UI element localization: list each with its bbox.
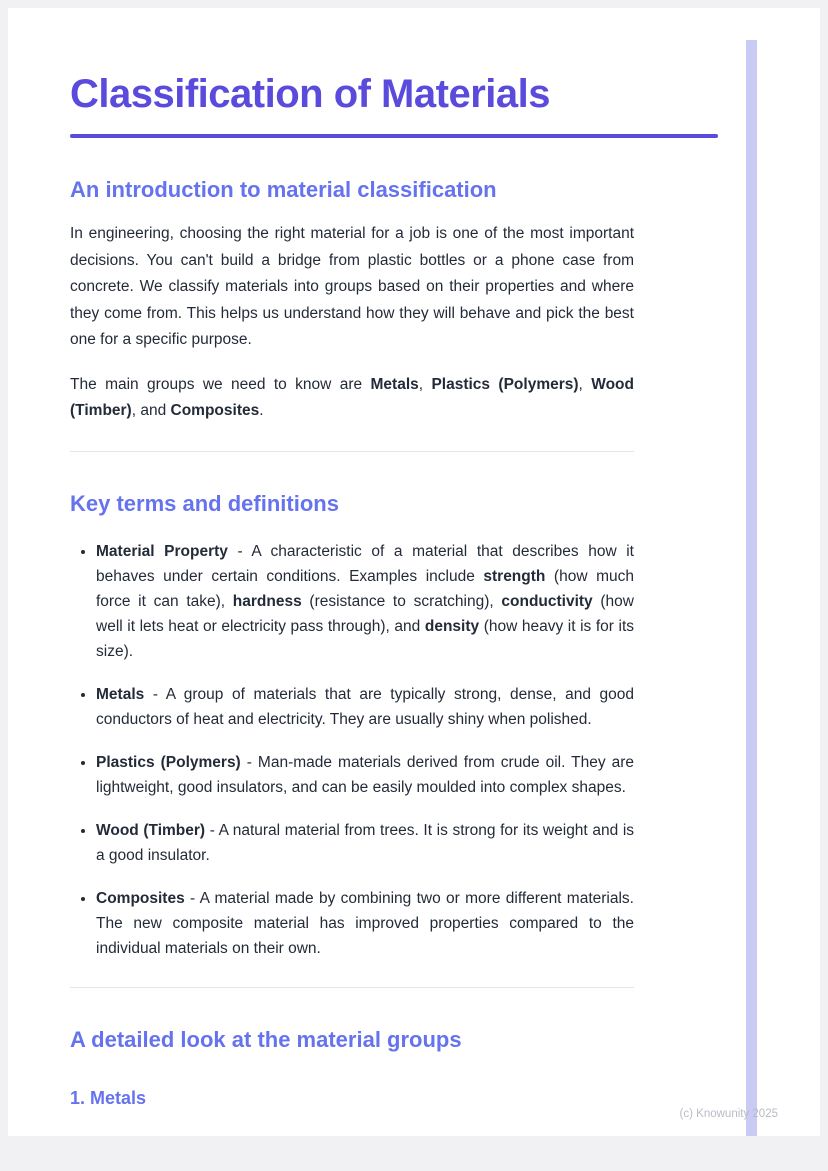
section-heading-key-terms: Key terms and definitions [70, 490, 339, 516]
list-item-metals [96, 682, 634, 732]
intro-paragraph-2 [70, 372, 634, 425]
section-divider [70, 987, 634, 988]
bold-text-segment: Composites [96, 889, 185, 907]
text-segment: (resistance to scratching), [301, 592, 502, 610]
bold-text-segment: Material Property [96, 542, 228, 560]
section-divider [70, 451, 634, 452]
text-segment: The main groups we need to know are [70, 375, 371, 393]
text-segment: (how much force it can take), [96, 567, 634, 610]
document-content [70, 8, 634, 1110]
document-page [8, 8, 820, 1136]
text-segment: In engineering, choosing the right material for a job is one of the most important decisions. You can't build a bridge from plastic bottles or a phone case from concrete. We classify materials into groups based on their properties and where they come from. This helps us understand how they will behave and pick the best one for a specific purpose. [70, 225, 634, 348]
list-item-wood [96, 818, 634, 868]
bold-text-segment: density [424, 617, 480, 635]
bold-text-segment: Plastics (Polymers) [431, 375, 579, 393]
text-segment: , [418, 375, 432, 393]
section-heading-introduction: An introduction to material classification [70, 177, 497, 202]
list-item-material-property [96, 539, 634, 664]
bold-text-segment: strength [483, 567, 546, 585]
text-segment: , and [131, 402, 171, 419]
text-segment: , [578, 375, 592, 393]
text-segment: (how well it lets heat or electricity pass through), and [96, 592, 634, 635]
section-heading-detailed-look: A detailed look at the material groups [70, 1026, 462, 1052]
page-title: Classification of Materials [70, 72, 550, 116]
text-segment: - A material made by combining two or more different materials. The new composite material has improved properties compared to the individual materials on their own. [96, 889, 634, 957]
text-segment: . [259, 402, 264, 419]
list-item-plastics [96, 750, 634, 800]
bold-text-segment: Wood (Timber) [70, 375, 634, 419]
bold-text-segment: Wood (Timber) [96, 821, 206, 839]
title-underline [70, 134, 718, 138]
text-segment: - Man-made materials derived from crude oil. They are lightweight, good insulators, and can be easily moulded into complex shapes. [96, 753, 635, 796]
text-segment: - A characteristic of a material that describes how it behaves under certain conditions. Examples include [96, 542, 634, 585]
text-segment: - A group of materials that are typically strong, dense, and good conductors of heat and electricity. They are usually shiny when polished. [96, 685, 634, 728]
text-segment: (how heavy it is for its size). [96, 617, 635, 660]
right-accent-stripe [746, 40, 757, 1136]
bold-text-segment: Metals [370, 375, 419, 393]
bold-text-segment: hardness [232, 592, 302, 610]
bold-text-segment: conductivity [501, 592, 593, 610]
subsection-heading-metals: 1. Metals [70, 1087, 147, 1108]
bold-text-segment: Metals [96, 685, 145, 703]
intro-paragraph-1 [70, 221, 634, 354]
text-segment: - A natural material from trees. It is strong for its weight and is a good insulator. [96, 821, 635, 864]
key-terms-list [70, 539, 634, 961]
list-item-composites [96, 886, 634, 961]
bold-text-segment: Composites [170, 402, 260, 419]
copyright-note: (c) Knowunity 2025 [679, 1108, 778, 1120]
bold-text-segment: Plastics (Polymers) [96, 753, 241, 771]
